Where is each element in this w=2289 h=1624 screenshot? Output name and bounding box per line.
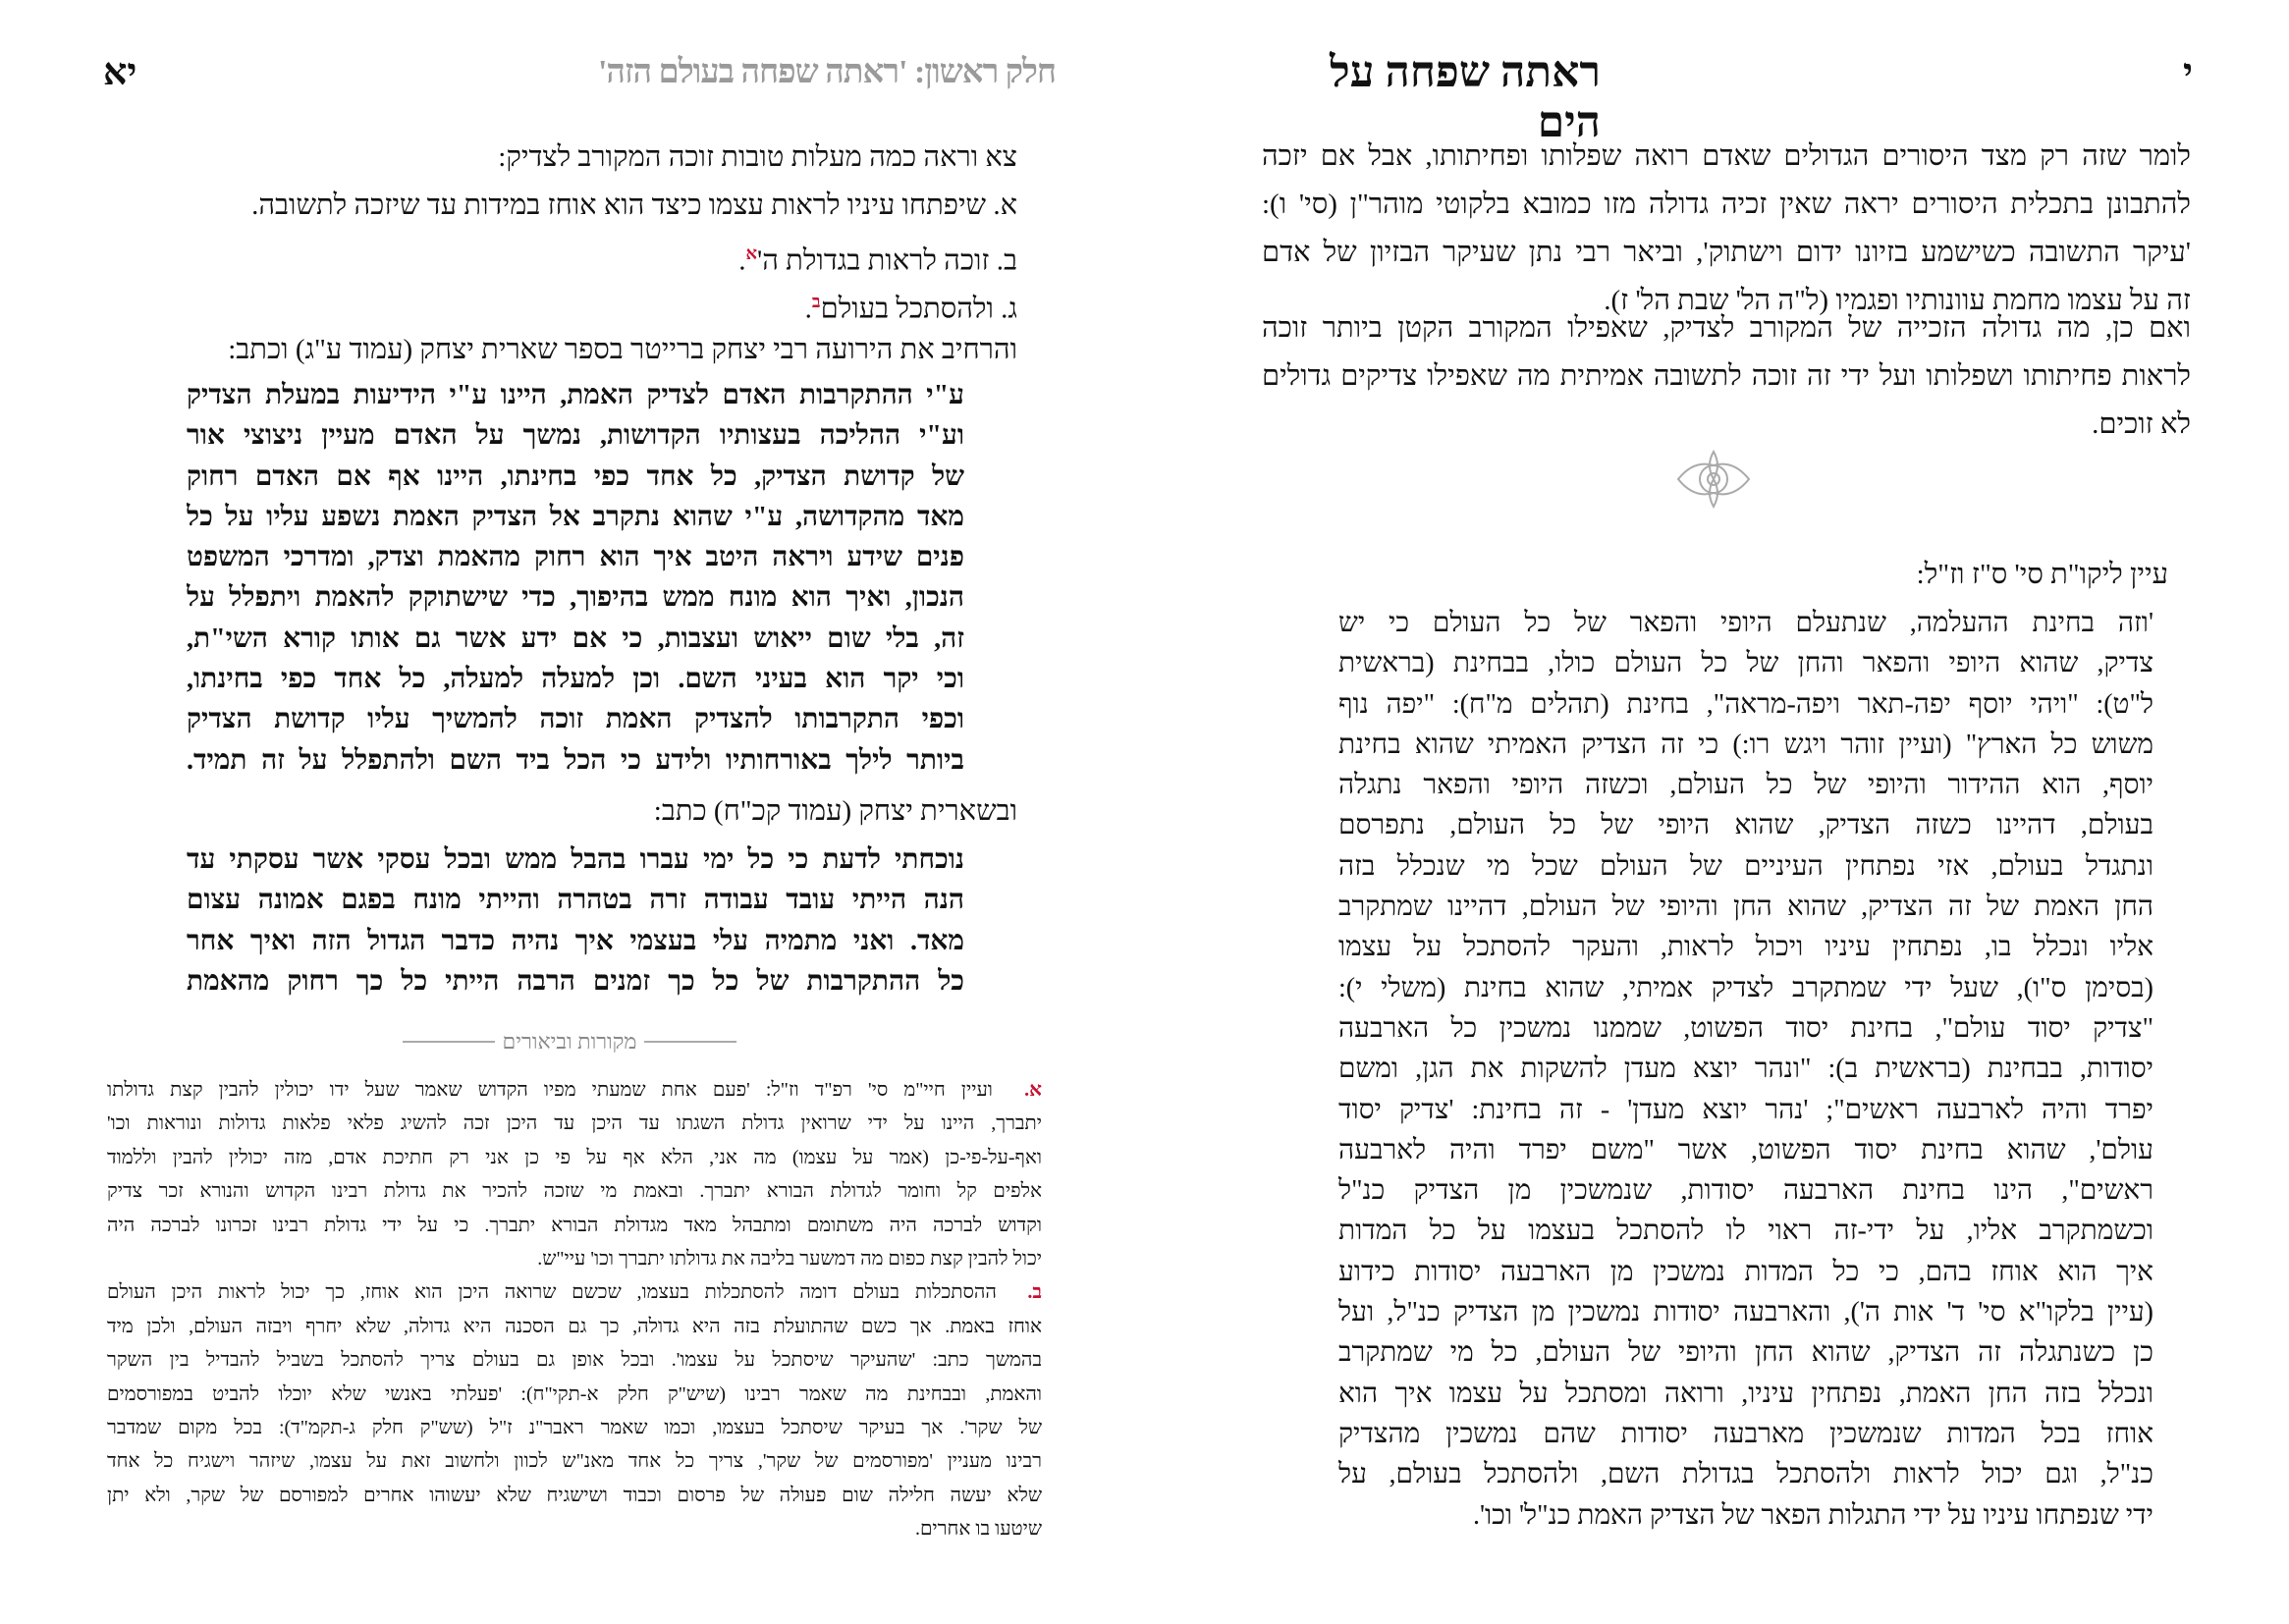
line-text: יוסף, הוא ההידור והיופי של כל העולם, וכשזה היופי והפאר נתגלה bbox=[1338, 770, 2153, 801]
line-text: וכשמתקרב אליו, על ידי-זה ראוי לו להסתכל בעצמו על כל המדות bbox=[1338, 1216, 2153, 1247]
line-text: כנ"ל, וגם יכול לראות ולהסתכל בגדולת השם, ולהסתכל בעולם, על bbox=[1338, 1459, 2153, 1490]
right-page bbox=[1144, 0, 2289, 1624]
text-line bbox=[187, 740, 964, 781]
line-text: א. שיפתחו עיניו לראות עצמו כיצד הוא אוחז במידות עד שיזכה לתשובה. bbox=[251, 189, 1017, 221]
page-title: ראתה שפחה על הים bbox=[1330, 48, 1601, 146]
line-text: צדיק, שהוא היופי והפאר והחן של כל העולם כולו, בבחינת (בראשית bbox=[1338, 648, 2153, 679]
text-line bbox=[187, 787, 1017, 836]
line-text: נוכחתי לדעת כי כל ימי עברו בהבל ממש ובכל עסקי אשר עסקתי עד bbox=[187, 844, 964, 875]
text-line bbox=[1338, 765, 2153, 805]
line-text: ונתגדל בעולם, אזי נפתחין העיניים של העולם שכל מי שנכלל בזה bbox=[1338, 850, 2153, 882]
text-line bbox=[107, 1411, 1042, 1444]
text-line bbox=[187, 921, 964, 961]
text-line bbox=[1338, 684, 2153, 725]
line-text: ההסתכלות בעולם דומה להסתכלות בעצמו, שכשם שרואה היכן הוא אוחז, כך יכול לראות היכן העולם bbox=[107, 1281, 997, 1304]
footnotes bbox=[107, 1073, 1042, 1545]
text-line bbox=[107, 1073, 1042, 1107]
line-text: עיין ליקו"ת סי' ס"ז וז"ל: bbox=[1916, 559, 2168, 590]
text-line bbox=[1262, 181, 2191, 229]
text-line bbox=[1338, 1130, 2153, 1170]
line-text: ואף-על-פי-כן (אמר על עצמו) מה אני, הלא אף על פי כן אני רק חתיכת אדם, מזה יכולין להבין וללמוד bbox=[107, 1146, 1042, 1168]
line-text: ובשארית יצחק (עמוד קכ"ח) כתב: bbox=[653, 795, 1017, 827]
line-text: כן כשנתגלה זה הצדיק, שהוא החן והיופי של העולם, כל מי שמתקרב bbox=[1338, 1337, 2153, 1369]
page-number: י bbox=[2183, 52, 2193, 93]
left-page bbox=[0, 0, 1144, 1624]
footnote-reference[interactable]: א bbox=[745, 244, 758, 263]
divider-rule bbox=[644, 1041, 736, 1043]
text-line bbox=[187, 415, 964, 456]
text-line bbox=[1338, 1414, 2153, 1454]
running-head: חלק ראשון: 'ראתה שפחה בעולם הזה' bbox=[597, 54, 1056, 90]
text-line bbox=[1262, 551, 2168, 599]
text-line bbox=[1338, 1008, 2153, 1049]
text-line bbox=[1338, 1454, 2153, 1494]
line-text: שיטעו בו אחרים. bbox=[914, 1518, 1042, 1541]
line-text: לומר שזה רק מצד היסורים הגדולים שאדם רואה שפלותו ופחיתותו, אבל אם יזכה bbox=[1262, 140, 2191, 172]
line-text: בעולם, דהיינו כשזה הצדיק, שהוא היופי של כל העולם, נתפרסם bbox=[1338, 810, 2153, 841]
line-text: צא וראה כמה מעלות טובות זוכה המקורב לצדיק: bbox=[498, 141, 1017, 173]
line-text: ידי שנפתחו עיניו על ידי התגלות הפאר של הצדיק האמת כנ"ל' וכו'. bbox=[1472, 1499, 2153, 1531]
text-line bbox=[187, 699, 964, 739]
text-line bbox=[157, 278, 1017, 326]
line-text: יפרד והיה לארבעה ראשים"; 'נהר יוצא מעדן' - זה בחינת: 'צדיק יסוד bbox=[1338, 1094, 2153, 1125]
text-line bbox=[1262, 133, 2191, 181]
quote-block bbox=[187, 375, 964, 781]
page-number: יא bbox=[103, 52, 137, 93]
text-line bbox=[1262, 304, 2191, 352]
sources-heading: מקורות וביאורים bbox=[502, 1029, 637, 1054]
line-text: משוש כל הארץ" (ועיין זוהר ויגש רו:) כי זה הצדיק האמיתי שהוא בחינת bbox=[1338, 729, 2153, 760]
text-line bbox=[1338, 1292, 2153, 1332]
line-text: מאד. ואני מתמיה עלי בעצמי איך נהיה כדבר הגדול הזה ואיך אחר bbox=[187, 925, 964, 956]
intro-paragraph bbox=[187, 787, 1017, 836]
line-text: לא זוכים. bbox=[2092, 408, 2191, 440]
text-line bbox=[157, 182, 1017, 230]
text-line bbox=[107, 1242, 1042, 1275]
text-line bbox=[1338, 968, 2153, 1008]
line-text: בהמשך כתב: 'שהעיקר שיסתכל על עצמו'. ובכל אופן גם בעולם צריך להסתכל בשביל להבדיל בין השקר bbox=[107, 1349, 1042, 1372]
line-text: ביותר לילך באורחותיו ולידע כי הכל ביד השם ולהתפלל על זה תמיד. bbox=[187, 744, 964, 776]
line-text: אלפים קל וחומר לגדולת הבורא יתברך. ובאמת מי שזכה להכיר את גדולת רבינו הקדוש והנורא זכר צדיק bbox=[107, 1180, 1042, 1203]
intro-paragraph bbox=[1262, 551, 2168, 599]
footnote-marker[interactable]: א. bbox=[1024, 1079, 1042, 1101]
line-text: 'עיקר התשובה כשישמע בזיונו ידום וישתוק', וביאר רבי נתן שעיקר הבזיון של אדם bbox=[1262, 237, 2191, 268]
text-line bbox=[157, 230, 1017, 278]
line-text: עולם', שהוא בחינת יסוד הפשוט, אשר "משם יפרד והיה לארבעה bbox=[1338, 1134, 2153, 1165]
line-text: לראות פחיתותו ושפלותו ועל ידי זה זוכה לתשובה אמיתית מה שאפילו צדיקים גדולים bbox=[1262, 360, 2191, 392]
line-text: אליו ונכלל בו, נפתחין עיניו ויכול לראות, והעקר להסתכל על עצמו bbox=[1338, 932, 2153, 963]
line-text: וכפי התקרבותו להצדיק האמת זוכה להמשיך עליו קדושת הצדיק bbox=[187, 704, 964, 735]
line-text: ע"י ההתקרבות האדם לצדיק האמת, היינו ע"י הידיעות במעלת הצדיק bbox=[187, 380, 964, 410]
text-line bbox=[187, 839, 964, 880]
text-line bbox=[187, 457, 964, 497]
line-text: יכול להבין קצת כפום מה דמשער בליבה את גדולתו יתברך וכו' עיי"ש. bbox=[537, 1247, 1042, 1270]
line-text: יסודות, בבחינת (בראשית ב): "ונהר יוצא מעדן להשקות את הגן, ומשם bbox=[1338, 1054, 2153, 1085]
text-line bbox=[1338, 805, 2153, 845]
text-line bbox=[1338, 1252, 2153, 1292]
line-text: מאד מהקדושה, ע"י שהוא נתקרב אל הצדיק האמת נשפע עליו על כל bbox=[187, 501, 964, 532]
text-line bbox=[107, 1107, 1042, 1140]
text-line bbox=[1338, 1211, 2153, 1251]
text-line bbox=[1338, 643, 2153, 683]
line-text: וע"י ההליכה בעצותיו הקדושות, נמשך על האדם מעיין ניצוצי אור bbox=[187, 420, 964, 452]
line-text: של קדושת הצדיק, כל אחד כפי בחינתו, היינו אף אם האדם רחוק bbox=[187, 460, 964, 492]
text-line bbox=[107, 1479, 1042, 1512]
text-line bbox=[107, 1141, 1042, 1174]
text-line bbox=[187, 880, 964, 920]
text-line bbox=[157, 326, 1017, 374]
text-line bbox=[1262, 401, 2191, 449]
text-line bbox=[107, 1310, 1042, 1343]
line-text: אוחז באמת. אך כשם שהתועלת בזה היא גדולה, כך גם הסכנה היא גדולה, שלא יחרף ויבזה העולם, ולכן מיד bbox=[107, 1315, 1042, 1337]
text-line bbox=[187, 577, 964, 618]
line-text: זה על עצמו מחמת עוונותיו ופגמיו (ל"ה הל' שבת הל' ז). bbox=[1604, 285, 2191, 316]
line-text: זה, בלי שום ייאוש ועצבות, כי אם ידע אשר גם אותו קורא השי"ת, bbox=[187, 623, 964, 654]
text-line bbox=[1338, 1495, 2153, 1536]
text-line bbox=[187, 961, 964, 1001]
line-text: וקדוש לברכה היה משתומם ומתבהל מאד מגדולת הבורא יתברך. כי על ידי גדולת רבינו זכרונו לברכה היה bbox=[107, 1214, 1042, 1236]
floral-ornament-icon bbox=[1674, 450, 1753, 509]
text-line bbox=[1338, 725, 2153, 765]
paragraph bbox=[1262, 304, 2191, 449]
line-text: ונכלל בזה החן האמת, נפתחין עיניו, ורואה ומסתכל על עצמו איך הוא bbox=[1338, 1378, 2153, 1409]
line-text: החן האמת של זה הצדיק, שהוא החן והיופי של העולם, דהיינו שמתקרב bbox=[1338, 892, 2153, 923]
intro-list bbox=[157, 134, 1017, 374]
line-text: (בסימן ס"ו), שעל ידי שמתקרב לצדיק אמיתי, שהוא בחינת (משלי י): bbox=[1338, 972, 2153, 1003]
quote-block bbox=[187, 839, 964, 1001]
line-text: יתברך, היינו על ידי שרואין גדולת השגתו עד היכן עד היכן זכה להשיג פלאי פלאות גדולות ונוראות וכו' bbox=[107, 1112, 1042, 1135]
text-line bbox=[1338, 1170, 2153, 1211]
line-text: ב. זוכה לראות בגדולת ה' bbox=[757, 244, 1017, 277]
text-line bbox=[1338, 1090, 2153, 1130]
line-text: והרחיב את הירועה רבי יצחק ברייטר בספר שארית יצחק (עמוד ע"ג) וכתב: bbox=[228, 334, 1017, 365]
text-line bbox=[1338, 1374, 2153, 1414]
line-text: פנים שידע ויראה היטב איך הוא רחוק מהאמת וצדק, ומדרכי המשפט bbox=[187, 542, 964, 573]
line-end: . bbox=[738, 244, 746, 277]
line-text: להתבונן בתכלית היסורים יראה שאין זכיה גדולה מזו כמובא בלקוטי מוהר"ן (סי' ו): bbox=[1262, 189, 2191, 220]
text-line bbox=[1338, 603, 2153, 643]
line-text: הנכון, ואיך הוא מונח ממש בהיפוך, כדי שישתוקק להאמת ויתפלל על bbox=[187, 582, 964, 614]
text-line bbox=[187, 659, 964, 699]
footnote-marker[interactable]: ב. bbox=[1027, 1281, 1042, 1304]
text-line bbox=[1262, 352, 2191, 401]
line-text: "צדיק יסוד עולם", בחינת יסוד הפשוט, שממנו נמשכין כל הארבעה bbox=[1338, 1012, 2153, 1044]
line-text: (עיין בלקו"א סי' ד' אות ה'), והארבעה יסודות נמשכין מן הצדיק כנ"ל, ועל bbox=[1338, 1297, 2153, 1328]
line-text: 'וזה בחינת ההעלמה, שנתעלם היופי והפאר של כל העולם כי יש bbox=[1338, 608, 2153, 638]
text-line bbox=[1338, 1332, 2153, 1373]
line-text: ראשים", הינו בחינת הארבעה יסודות, שנמשכין מן הצדיק כנ"ל bbox=[1338, 1175, 2153, 1207]
text-line bbox=[187, 375, 964, 415]
line-text: של שקר'. אך בעיקר שיסתכל בעצמו, וכמו שאמר ראבר"נ ז"ל (שש"ק חלק ג-תקמ"ד): בכל מקום שמדבר bbox=[107, 1416, 1042, 1438]
line-text: אוחז בכל המדות שנמשכין מארבעה יסודות שהם נמשכין מהצדיק bbox=[1338, 1418, 2153, 1449]
text-line bbox=[187, 537, 964, 577]
line-text: רבינו מעניין 'מפורסמים של שקר', צריך כל אחד מאנ"ש לכוון ולחשוב זאת על עצמו, שיזהר וישגיח כל אחד bbox=[107, 1450, 1042, 1473]
text-line bbox=[107, 1209, 1042, 1242]
sources-divider bbox=[403, 1027, 736, 1056]
divider-rule bbox=[403, 1041, 495, 1043]
text-line bbox=[107, 1343, 1042, 1377]
text-line bbox=[107, 1174, 1042, 1208]
line-text: והאמת, ובבחינת מה שאמר רבינו (שיש"ק חלק א-תקי"ח): 'פעלתי באנשי שלא יוכלו להביט במפורסמים bbox=[107, 1382, 1042, 1405]
line-text: וכי יקר הוא בעיני השם. וכן למעלה למעלה, כל אחד כפי בחינתו, bbox=[187, 664, 964, 695]
line-text: איך הוא אוחז בהם, כי כל המדות נמשכין מן הארבעה יסודות כידוע bbox=[1338, 1256, 2153, 1287]
footnote-reference[interactable]: ב bbox=[811, 292, 821, 311]
text-line bbox=[187, 497, 964, 537]
text-line bbox=[107, 1512, 1042, 1545]
text-line bbox=[1338, 846, 2153, 887]
line-text: הנה הייתי עובד עבודה זרה בטהרה והייתי מונח בפגם אמונה עצום bbox=[187, 885, 964, 916]
text-line bbox=[1262, 229, 2191, 277]
line-end: . bbox=[804, 293, 812, 325]
text-line bbox=[1338, 1049, 2153, 1089]
line-text: ועיין חיי"מ סי' רפ"ד וז"ל: 'פעם אחת שמעתי מפיו הקדוש שאמר שעל ידו יכולין להבין קצת גדולתו bbox=[107, 1079, 993, 1101]
paragraph bbox=[1262, 133, 2191, 325]
text-line bbox=[1338, 927, 2153, 967]
text-line bbox=[107, 1378, 1042, 1411]
line-text: ג. ולהסתכל בעולם bbox=[820, 293, 1017, 325]
line-text: ואם כן, מה גדולה הזכייה של המקורב לצדיק, שאפילו המקורב הקטן ביותר זוכה bbox=[1262, 312, 2191, 344]
text-line bbox=[107, 1444, 1042, 1478]
line-text: שלא יעשה חלילה שום פעולה של פרסום וכבוד ושישגיח שלא יעשוהו אחרים למפורסם של שקר, ולא יתן bbox=[107, 1484, 1042, 1506]
text-line bbox=[1338, 887, 2153, 927]
text-line bbox=[107, 1275, 1042, 1309]
line-text: כל ההתקרבות של כל כך זמנים הרבה הייתי כל כך רחוק מהאמת bbox=[187, 965, 964, 997]
line-text: ל"ט): "ויהי יוסף יפה-תאר ויפה-מראה", בחינת (תהלים מ"ח): "יפה נוף bbox=[1338, 688, 2153, 720]
text-line bbox=[187, 619, 964, 659]
quote-block bbox=[1338, 603, 2153, 1536]
text-line bbox=[157, 134, 1017, 182]
